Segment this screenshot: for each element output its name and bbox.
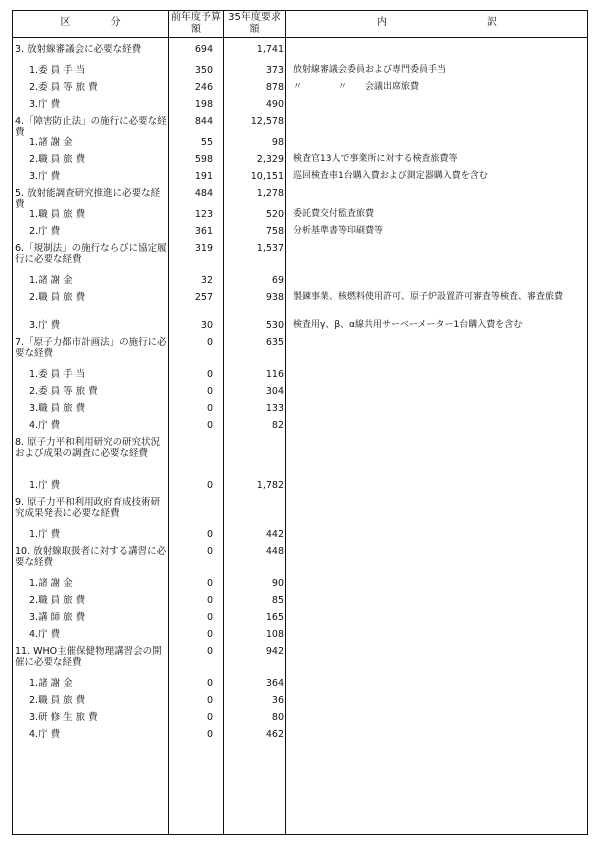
item-label: 1.委 員 手 当 <box>29 65 86 76</box>
prev-budget-value: 0 <box>206 578 213 589</box>
budget-table <box>12 10 588 835</box>
prev-budget-value: 32 <box>200 275 213 286</box>
prev-budget-value: 598 <box>194 154 213 165</box>
prev-budget-value: 0 <box>206 420 213 431</box>
item-row <box>13 137 587 152</box>
item-row <box>13 320 587 335</box>
category-row <box>13 437 587 476</box>
prev-budget-value: 0 <box>206 480 213 491</box>
category-row <box>13 546 587 574</box>
item-label: 4.庁 費 <box>29 629 61 640</box>
prev-budget-value: 0 <box>206 678 213 689</box>
item-row <box>13 578 587 593</box>
prev-budget-value: 246 <box>194 82 213 93</box>
category-row <box>13 116 587 138</box>
breakdown-text: 委託費交付監査旅費 <box>293 209 375 219</box>
item-row <box>13 154 587 169</box>
item-label: 3.講 師 旅 費 <box>29 612 86 623</box>
item-label: 1.諸 謝 金 <box>29 578 73 589</box>
prev-budget-value: 0 <box>206 612 213 623</box>
request-value: 82 <box>271 420 284 431</box>
prev-budget-value: 350 <box>194 65 213 76</box>
request-value: 364 <box>265 678 284 689</box>
prev-budget-value: 0 <box>206 529 213 540</box>
item-label: 3.庁 費 <box>29 99 61 110</box>
category-label: 4.「障害防止法」の施行に必要な経費 <box>15 116 167 138</box>
item-label: 1.諸 謝 金 <box>29 678 73 689</box>
header-breakdown: 内 訳 <box>377 17 497 28</box>
item-row <box>13 386 587 401</box>
breakdown-text: 巡回検査車1台購入費および測定器購入費を含む <box>293 171 488 181</box>
request-value: 635 <box>265 337 284 348</box>
item-row <box>13 595 587 610</box>
item-row <box>13 729 587 744</box>
request-value: 36 <box>271 695 284 706</box>
item-label: 2.職 員 旅 費 <box>29 154 86 165</box>
category-row <box>13 188 587 210</box>
request-value: 90 <box>271 578 284 589</box>
request-value: 80 <box>271 712 284 723</box>
category-row <box>13 337 587 365</box>
prev-budget-value: 0 <box>206 595 213 606</box>
request-value: 878 <box>265 82 284 93</box>
item-label: 1.諸 謝 金 <box>29 275 73 286</box>
item-row <box>13 275 587 290</box>
header-divider <box>13 37 587 38</box>
item-row <box>13 369 587 384</box>
request-value: 304 <box>265 386 284 397</box>
request-value: 373 <box>265 65 284 76</box>
item-label: 3.庁 費 <box>29 320 61 331</box>
request-value: 12,578 <box>250 116 284 127</box>
item-row <box>13 226 587 241</box>
request-value: 1,782 <box>256 480 284 491</box>
item-row <box>13 403 587 418</box>
category-label: 6.「規制法」の施行ならびに協定履行に必要な経費 <box>15 243 167 265</box>
prev-budget-value: 30 <box>200 320 213 331</box>
request-value: 98 <box>271 137 284 148</box>
prev-budget-value: 844 <box>194 116 213 127</box>
item-label: 2.職 員 旅 費 <box>29 595 86 606</box>
prev-budget-value: 0 <box>206 546 213 557</box>
item-row <box>13 65 587 80</box>
category-label: 11. WHO主催保健物理講習会の開催に必要な経費 <box>15 646 162 668</box>
header-category: 区 分 <box>60 17 121 28</box>
request-value: 69 <box>271 275 284 286</box>
request-value: 448 <box>265 546 284 557</box>
prev-budget-value: 0 <box>206 337 213 348</box>
item-row <box>13 678 587 693</box>
prev-budget-value: 0 <box>206 712 213 723</box>
category-row <box>13 646 587 674</box>
item-row <box>13 82 587 97</box>
item-label: 2.委 員 等 旅 費 <box>29 82 98 93</box>
prev-budget-value: 0 <box>206 729 213 740</box>
request-value: 1,278 <box>256 188 284 199</box>
request-value: 2,329 <box>256 154 284 165</box>
item-label: 3.職 員 旅 費 <box>29 403 86 414</box>
category-label: 9. 原子力平和利用政府育成技術研究成果発表に必要な経費 <box>15 497 161 519</box>
category-row <box>13 44 587 61</box>
item-label: 3.研 修 生 旅 費 <box>29 712 98 723</box>
prev-budget-value: 484 <box>194 188 213 199</box>
request-value: 1,741 <box>256 44 284 55</box>
prev-budget-value: 361 <box>194 226 213 237</box>
category-label: 10. 放射線取扱者に対する講習に必要な経費 <box>15 546 167 568</box>
prev-budget-value: 198 <box>194 99 213 110</box>
prev-budget-value: 257 <box>194 292 213 303</box>
request-value: 85 <box>271 595 284 606</box>
breakdown-text: 〃 〃 会議出席旅費 <box>293 82 420 92</box>
breakdown-text: 検査官13人で事業所に対する検査旅費等 <box>293 154 458 164</box>
prev-budget-value: 0 <box>206 369 213 380</box>
prev-budget-value: 55 <box>200 137 213 148</box>
request-value: 442 <box>265 529 284 540</box>
breakdown-text: 分析基準書等印刷費等 <box>293 226 384 236</box>
request-value: 462 <box>265 729 284 740</box>
item-label: 1.職 員 旅 費 <box>29 209 86 220</box>
item-row <box>13 712 587 727</box>
request-value: 165 <box>265 612 284 623</box>
item-row <box>13 292 587 318</box>
item-row <box>13 209 587 224</box>
item-label: 2.職 員 旅 費 <box>29 292 86 303</box>
category-row <box>13 243 587 271</box>
prev-budget-value: 0 <box>206 386 213 397</box>
item-label: 2.庁 費 <box>29 226 61 237</box>
request-value: 490 <box>265 99 284 110</box>
item-row <box>13 420 587 435</box>
item-row <box>13 612 587 627</box>
item-label: 3.庁 費 <box>29 171 61 182</box>
category-label: 8. 原子力平和利用研究の研究状況および成果の調査に必要な経費 <box>15 437 161 459</box>
request-value: 530 <box>265 320 284 331</box>
breakdown-text: 検査用γ、β、α線共用サーベーメーター1台購入費を含む <box>293 320 523 330</box>
item-row <box>13 99 587 114</box>
request-value: 10,151 <box>250 171 284 182</box>
breakdown-text: 製錬事業、核燃料使用許可、原子炉設置許可審査等検査、審査旅費 <box>293 292 564 302</box>
item-row <box>13 529 587 544</box>
prev-budget-value: 191 <box>194 171 213 182</box>
prev-budget-value: 319 <box>194 243 213 254</box>
item-label: 2.委 員 等 旅 費 <box>29 386 98 397</box>
category-label: 5. 放射能調査研究推進に必要な経費 <box>15 188 161 210</box>
breakdown-text: 放射線審議会委員および専門委員手当 <box>293 65 447 75</box>
item-label: 1.庁 費 <box>29 529 61 540</box>
request-value: 938 <box>265 292 284 303</box>
request-value: 758 <box>265 226 284 237</box>
item-row <box>13 695 587 710</box>
header-prev-budget: 前年度予算額 <box>171 12 221 35</box>
prev-budget-value: 0 <box>206 695 213 706</box>
item-row <box>13 629 587 644</box>
header-request: 35年度要求額 <box>228 12 281 35</box>
prev-budget-value: 0 <box>206 629 213 640</box>
prev-budget-value: 0 <box>206 646 213 657</box>
request-value: 520 <box>265 209 284 220</box>
item-label: 1.委 員 手 当 <box>29 369 86 380</box>
item-label: 4.庁 費 <box>29 729 61 740</box>
category-label: 7.「原子力都市計画法」の施行に必要な経費 <box>15 337 167 359</box>
request-value: 108 <box>265 629 284 640</box>
category-label: 3. 放射線審議会に必要な経費 <box>15 44 142 55</box>
prev-budget-value: 0 <box>206 403 213 414</box>
item-row <box>13 171 587 186</box>
request-value: 133 <box>265 403 284 414</box>
item-row <box>13 480 587 495</box>
item-label: 1.庁 費 <box>29 480 61 491</box>
prev-budget-value: 694 <box>194 44 213 55</box>
item-label: 2.職 員 旅 費 <box>29 695 86 706</box>
prev-budget-value: 123 <box>194 209 213 220</box>
request-value: 942 <box>265 646 284 657</box>
item-label: 4.庁 費 <box>29 420 61 431</box>
item-label: 1.諸 謝 金 <box>29 137 73 148</box>
request-value: 1,537 <box>256 243 284 254</box>
request-value: 116 <box>265 369 284 380</box>
category-row <box>13 497 587 525</box>
